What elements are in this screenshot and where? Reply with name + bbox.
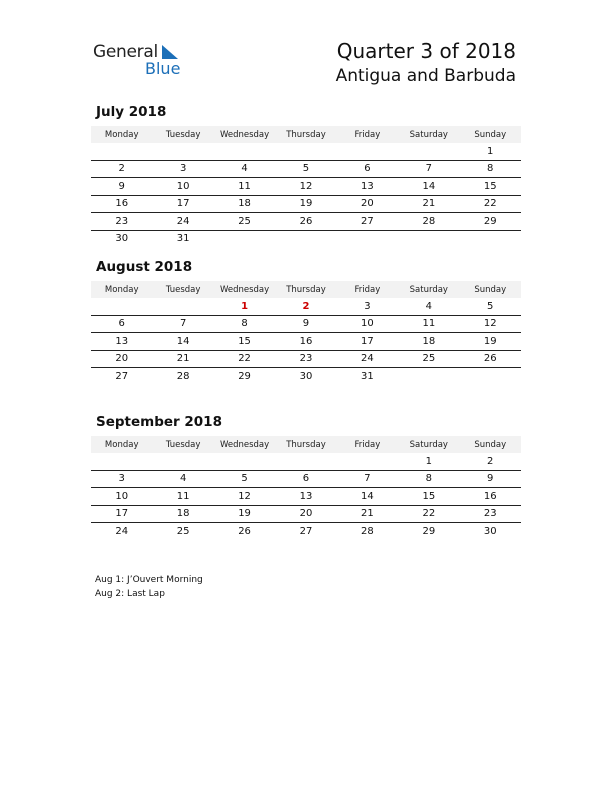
date-cell: 17 — [361, 335, 374, 347]
week-row — [91, 196, 521, 214]
brand-name-general: General — [93, 42, 158, 62]
date-cell: 24 — [361, 353, 374, 365]
date-cell: 10 — [361, 318, 374, 330]
date-cell: 14 — [361, 490, 374, 502]
week-row — [91, 333, 521, 351]
page-title: Quarter 3 of 2018 — [336, 39, 516, 63]
weeks-grid — [91, 143, 521, 247]
day-name-friday: Friday — [354, 129, 381, 140]
day-name-monday: Monday — [104, 129, 139, 140]
day-header-row — [91, 436, 521, 453]
date-cell: 17 — [176, 198, 190, 210]
date-cell: 29 — [238, 370, 251, 382]
country-name: Antigua and Barbuda — [335, 66, 516, 86]
date-cell: 7 — [179, 318, 187, 330]
date-cell: 26 — [483, 353, 497, 365]
date-cell: 26 — [238, 525, 251, 537]
day-name-monday: Monday — [104, 284, 139, 295]
day-name-sunday: Sunday — [474, 439, 507, 450]
date-cell: 16 — [483, 490, 497, 502]
date-cell: 14 — [176, 335, 190, 347]
day-name-saturday: Saturday — [409, 284, 448, 295]
date-cell: 12 — [299, 180, 313, 192]
day-header-row — [91, 281, 521, 298]
date-cell: 19 — [299, 198, 313, 210]
date-cell: 13 — [361, 180, 374, 192]
date-cell: 21 — [361, 508, 374, 520]
day-name-friday: Friday — [354, 284, 381, 295]
week-row — [91, 471, 521, 489]
week-row — [91, 368, 521, 385]
date-cell: 19 — [483, 335, 497, 347]
date-cell: 30 — [483, 525, 497, 537]
date-cell: 23 — [115, 215, 129, 227]
date-cell: 27 — [115, 370, 129, 382]
day-name-thursday: Thursday — [286, 129, 326, 140]
day-name-tuesday: Tuesday — [165, 284, 201, 295]
date-cell: 25 — [176, 525, 190, 537]
day-name-friday: Friday — [354, 439, 381, 450]
date-cell: 5 — [302, 163, 310, 175]
month-july — [91, 104, 521, 247]
date-cell: 22 — [483, 198, 497, 210]
day-name-thursday: Thursday — [286, 439, 326, 450]
date-cell: 25 — [238, 215, 251, 227]
month-september — [91, 414, 521, 540]
day-name-saturday: Saturday — [409, 439, 448, 450]
date-cell: 15 — [483, 180, 497, 192]
day-name-tuesday: Tuesday — [165, 129, 201, 140]
date-cell: 10 — [176, 180, 190, 192]
month-title: September 2018 — [96, 414, 222, 430]
month-august — [91, 259, 521, 385]
date-cell: 9 — [118, 180, 125, 192]
date-cell: 14 — [422, 180, 436, 192]
week-row — [91, 453, 521, 471]
date-cell: 27 — [299, 525, 313, 537]
date-cell: 18 — [238, 198, 251, 210]
date-cell: 30 — [299, 370, 313, 382]
date-cell: 3 — [179, 163, 187, 175]
date-cell: 23 — [483, 508, 497, 520]
date-cell: 4 — [179, 473, 187, 485]
date-cell: 31 — [176, 233, 190, 245]
date-cell: 15 — [422, 490, 436, 502]
date-cell: 30 — [115, 233, 129, 245]
date-cell: 13 — [115, 335, 129, 347]
date-cell: 3 — [364, 300, 371, 312]
date-cell: 16 — [299, 335, 313, 347]
date-cell: 20 — [299, 508, 313, 520]
week-row — [91, 161, 521, 179]
week-row — [91, 213, 521, 231]
date-cell: 5 — [241, 473, 248, 485]
date-cell: 28 — [361, 525, 374, 537]
day-header-row — [91, 126, 521, 143]
date-cell: 10 — [115, 490, 129, 502]
week-row — [91, 351, 521, 369]
date-cell: 31 — [361, 370, 374, 382]
week-row — [91, 178, 521, 196]
date-cell: 5 — [487, 300, 494, 312]
date-cell: 8 — [487, 163, 494, 175]
date-cell: 20 — [115, 353, 129, 365]
brand-name-blue: Blue — [145, 59, 181, 78]
day-name-wednesday: Wednesday — [219, 439, 270, 450]
day-name-saturday: Saturday — [409, 129, 448, 140]
date-cell: 18 — [176, 508, 190, 520]
week-row — [91, 506, 521, 524]
date-cell: 26 — [299, 215, 313, 227]
date-cell: 16 — [115, 198, 129, 210]
month-title: August 2018 — [96, 259, 193, 275]
date-cell: 8 — [241, 318, 248, 330]
weeks-grid — [91, 453, 521, 540]
date-cell: 24 — [115, 525, 129, 537]
date-cell: 6 — [118, 318, 125, 330]
day-name-monday: Monday — [104, 439, 139, 450]
week-row — [91, 298, 521, 316]
week-row — [91, 231, 521, 248]
date-cell: 29 — [483, 215, 497, 227]
date-cell: 23 — [299, 353, 313, 365]
date-cell: 13 — [299, 490, 313, 502]
date-cell: 8 — [425, 473, 432, 485]
day-name-sunday: Sunday — [474, 129, 507, 140]
week-row — [91, 316, 521, 334]
date-cell: 28 — [176, 370, 190, 382]
logo-triangle-icon — [160, 44, 180, 60]
day-name-wednesday: Wednesday — [219, 284, 270, 295]
date-cell: 15 — [238, 335, 251, 347]
date-cell: 20 — [361, 198, 374, 210]
holiday-note: Aug 2: Last Lap — [95, 589, 165, 599]
date-cell: 6 — [364, 163, 371, 175]
date-cell: 3 — [118, 473, 125, 485]
date-cell: 24 — [176, 215, 190, 227]
date-cell: 4 — [241, 163, 248, 175]
brand-logo — [93, 40, 193, 80]
date-cell: 1 — [425, 455, 432, 467]
week-row — [91, 488, 521, 506]
date-cell: 12 — [238, 490, 251, 502]
date-cell: 2 — [118, 163, 125, 175]
day-name-sunday: Sunday — [474, 284, 507, 295]
date-cell: 18 — [422, 335, 436, 347]
date-cell: 9 — [487, 473, 494, 485]
date-cell: 28 — [422, 215, 436, 227]
date-cell: 17 — [115, 508, 129, 520]
week-row — [91, 143, 521, 161]
day-name-thursday: Thursday — [286, 284, 326, 295]
date-cell: 27 — [361, 215, 374, 227]
date-cell: 25 — [422, 353, 436, 365]
week-row — [91, 523, 521, 540]
date-cell: 7 — [425, 163, 432, 175]
date-cell: 11 — [176, 490, 190, 502]
date-cell: 19 — [238, 508, 251, 520]
date-cell: 7 — [364, 473, 371, 485]
holiday-date-cell: 1 — [241, 300, 249, 312]
date-cell: 6 — [302, 473, 310, 485]
date-cell: 22 — [422, 508, 436, 520]
date-cell: 11 — [238, 180, 251, 192]
holiday-note: Aug 1: J’Ouvert Morning — [95, 575, 203, 585]
date-cell: 21 — [176, 353, 190, 365]
date-cell: 2 — [487, 455, 494, 467]
day-name-tuesday: Tuesday — [165, 439, 201, 450]
date-cell: 11 — [422, 318, 436, 330]
weeks-grid — [91, 298, 521, 385]
holiday-date-cell: 2 — [302, 300, 310, 312]
date-cell: 21 — [422, 198, 436, 210]
date-cell: 12 — [483, 318, 497, 330]
holiday-notes — [95, 573, 203, 601]
date-cell: 1 — [487, 145, 494, 157]
day-name-wednesday: Wednesday — [219, 129, 270, 140]
date-cell: 9 — [302, 318, 310, 330]
date-cell: 4 — [425, 300, 432, 312]
date-cell: 29 — [422, 525, 436, 537]
month-title: July 2018 — [96, 104, 167, 120]
date-cell: 22 — [238, 353, 251, 365]
